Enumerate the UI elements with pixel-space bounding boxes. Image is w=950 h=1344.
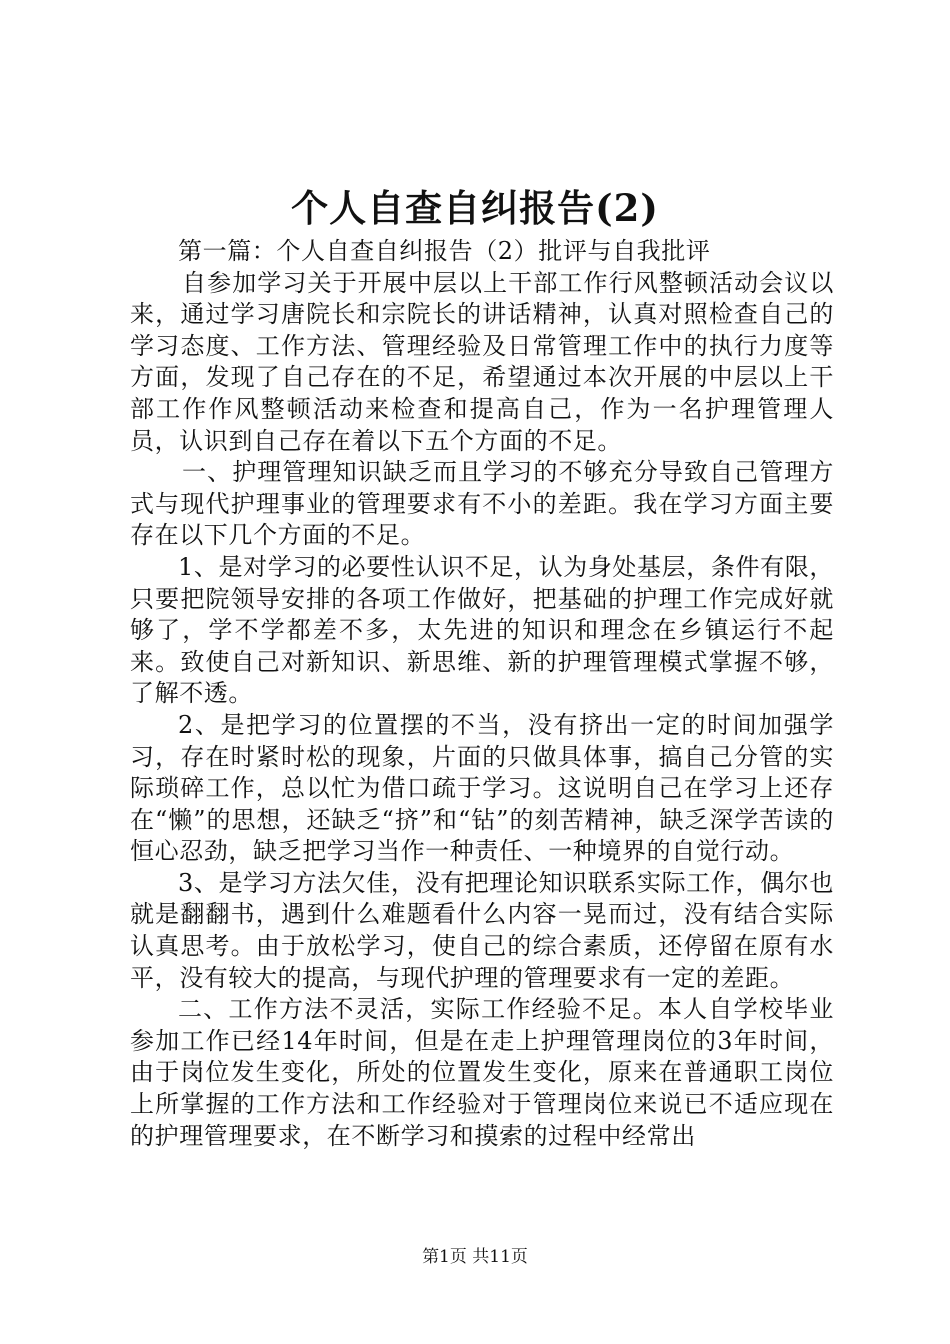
body-paragraph: 二、工作方法不灵活，实际工作经验不足。本人自学校毕业参加工作已经14年时间，但是在走上护理管理岗位的3年时间，由于岗位发生变化，所处的位置发生变化，原来在普通职工岗位上所掌握的工作方法和工作经验对于管理岗位来说已不适应现在的护理管理要求，在不断学习和摸索的过程中经常出 <box>130 995 834 1150</box>
document-body <box>130 236 834 1152</box>
body-paragraph: 2、是把学习的位置摆的不当，没有挤出一定的时间加强学习，存在时紧时松的现象，片面的只做具体事，搞自己分管的实际琐碎工作，总以忙为借口疏于学习。这说明自己在学习上还存在“懒”的思想，还缺乏“挤”和“钻”的刻苦精神，缺乏深学苦读的恒心忍劲，缺乏把学习当作一种责任、一种境界的自觉行动。 <box>130 710 834 866</box>
body-paragraph: 一、护理管理知识缺乏而且学习的不够充分导致自己管理方式与现代护理事业的管理要求有不小的差距。我在学习方面主要存在以下几个方面的不足。 <box>130 458 834 550</box>
body-paragraph: 3、是学习方法欠佳，没有把理论知识联系实际工作，偶尔也就是翻翻书，遇到什么难题看什么内容一晃而过，没有结合实际认真思考。由于放松学习，使自己的综合素质，还停留在原有水平，没有较大的提高，与现代护理的管理要求有一定的差距。 <box>130 868 834 992</box>
page-number: 第1页 共11页 <box>422 1247 528 1267</box>
body-paragraph: 自参加学习关于开展中层以上干部工作行风整顿活动会议以来，通过学习唐院长和宗院长的讲话精神，认真对照检查自己的学习态度、工作方法、管理经验及日常管理工作中的执行力度等方面，发现了自己存在的不足，希望通过本次开展的中层以上干部工作作风整顿活动来检查和提高自己，作为一名护理管理人员，认识到自己存在着以下五个方面的不足。 <box>130 268 834 455</box>
body-paragraph: 1、是对学习的必要性认识不足，认为身处基层，条件有限，只要把院领导安排的各项工作做好，把基础的护理工作完成好就够了，学不学都差不多，太先进的知识和理念在乡镇运行不起来。致使自己对新知识、新思维、新的护理管理模式掌握不够，了解不透。 <box>130 552 834 708</box>
section-heading: 第一篇：个人自查自纠报告（2）批评与自我批评 <box>178 237 711 265</box>
document-title: 个人自查自纠报告(2) <box>291 186 659 230</box>
